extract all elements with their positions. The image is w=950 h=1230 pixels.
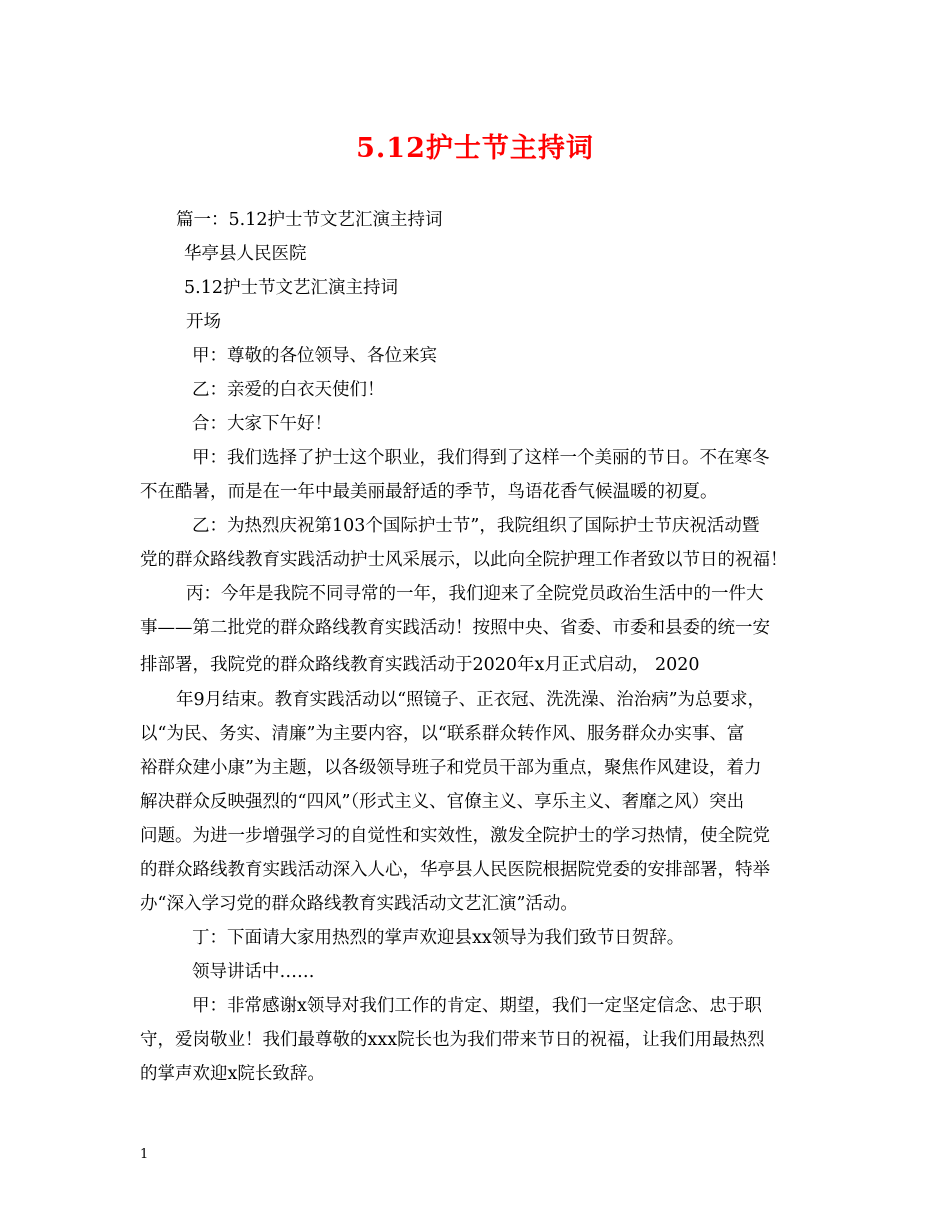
page-number: 1 — [140, 1147, 149, 1162]
body-line: 乙：为热烈庆祝第103个国际护士节”，我院组织了国际护士节庆祝活动暨 — [192, 516, 760, 536]
body-line: 办“深入学习党的群众路线教育实践活动文艺汇演”活动。 — [140, 894, 578, 914]
body-line: 甲：非常感谢x领导对我们工作的肯定、期望，我们一定坚定信念、忠于职 — [192, 996, 762, 1016]
page-title: 5.12护士节主持词 — [356, 133, 594, 164]
body-line: 的群众路线教育实践活动深入人心，华亭县人民医院根据院党委的安排部署，特举 — [140, 860, 770, 880]
body-line: 领导讲话中…… — [192, 962, 315, 982]
body-line: 丁：下面请大家用热烈的掌声欢迎县xx领导为我们致节日贺辞。 — [192, 928, 685, 948]
body-line: 华亭县人民医院 — [184, 244, 307, 264]
body-line: 5.12护士节文艺汇演主持词 — [184, 278, 398, 298]
body-line: 事——第二批党的群众路线教育实践活动！按照中央、省委、市委和县委的统一安 — [140, 618, 770, 638]
body-line: 合：大家下午好！ — [192, 414, 332, 434]
body-line: 问题。为进一步增强学习的自觉性和实效性，激发全院护士的学习热情，使全院党 — [140, 826, 770, 846]
body-line: 丙：今年是我院不同寻常的一年，我们迎来了全院党员政治生活中的一件大 — [186, 584, 764, 604]
body-line: 不在酷暑，而是在一年中最美丽最舒适的季节，鸟语花香气候温暖的初夏。 — [140, 482, 718, 502]
body-line: 守，爱岗敬业！我们最尊敬的xxx院长也为我们带来节日的祝福，让我们用最热烈 — [140, 1030, 765, 1050]
body-line: 裕群众建小康”为主题，以各级领导班子和党员干部为重点，聚焦作风建设，着力 — [140, 758, 762, 778]
body-line: 乙：亲爱的白衣天使们！ — [192, 380, 385, 400]
body-line: 解决群众反映强烈的“四风”（形式主义、官僚主义、享乐主义、奢靡之风）突出 — [140, 792, 745, 812]
body-line: 的掌声欢迎x院长致辞。 — [140, 1064, 325, 1084]
body-line: 开场 — [186, 312, 221, 332]
body-line: 党的群众路线教育实践活动护士风采展示，以此向全院护理工作者致以节日的祝福！ — [140, 550, 788, 570]
body-line: 排部署，我院党的群众路线教育实践活动于2020年x月正式启动， 2020 — [140, 655, 700, 675]
body-line: 以“为民、务实、清廉”为主要内容，以“联系群众转作风、服务群众办实事、富 — [140, 724, 745, 744]
body-line: 甲：尊敬的各位领导、各位来宾 — [192, 346, 437, 366]
body-line: 篇一：5.12护士节文艺汇演主持词 — [176, 210, 443, 230]
body-line: 年9月结束。教育实践活动以“照镜子、正衣冠、洗洗澡、治治病”为总要求， — [176, 690, 766, 710]
body-line: 甲：我们选择了护士这个职业，我们得到了这样一个美丽的节日。不在寒冬 — [192, 448, 770, 468]
